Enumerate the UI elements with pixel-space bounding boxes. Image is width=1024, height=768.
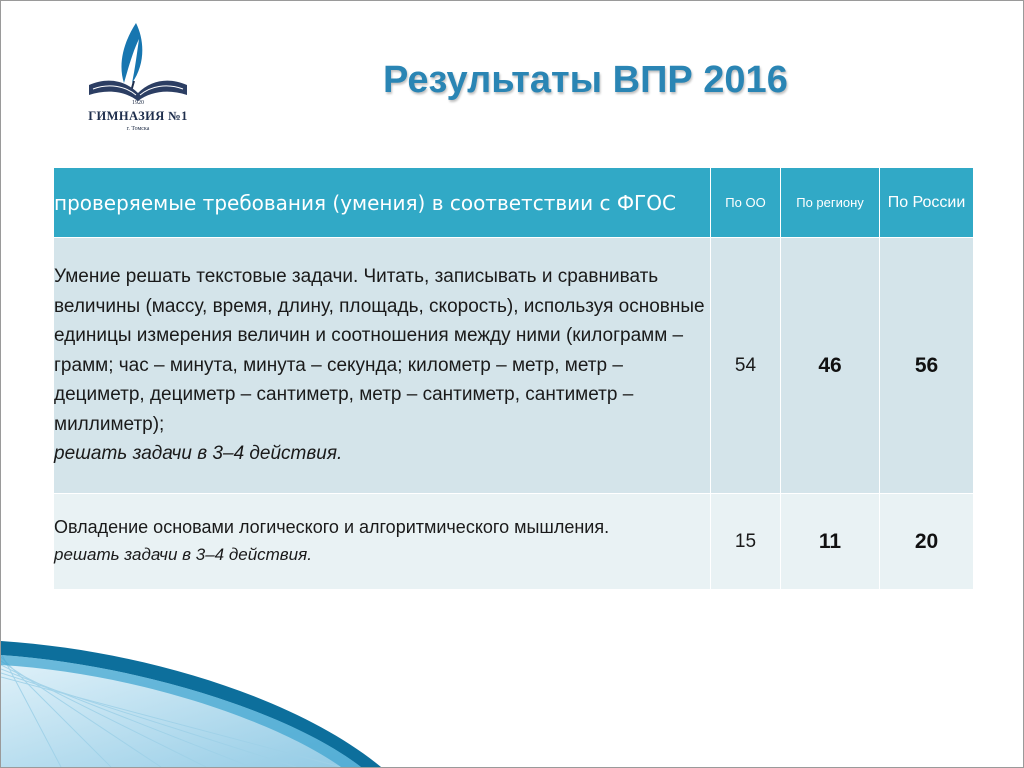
- requirement-note: решать задачи в 3–4 действия.: [54, 545, 312, 564]
- russia-value: 20: [880, 494, 974, 590]
- russia-value: 56: [880, 238, 974, 494]
- logo-school-name: ГИМНАЗИЯ №1: [88, 109, 188, 123]
- school-value: 15: [711, 494, 781, 590]
- header-requirement: проверяемые требования (умения) в соответствии с ФГОС: [54, 168, 711, 238]
- requirement-note: решать задачи в 3–4 действия.: [54, 443, 343, 464]
- logo-year: 1920: [132, 100, 144, 106]
- school-logo: [79, 19, 197, 144]
- results-table: [53, 167, 974, 590]
- header-school: По ОО: [711, 168, 781, 238]
- requirement-cell: [54, 238, 711, 494]
- requirement-text: Овладение основами логического и алгоритмического мышления.: [54, 517, 610, 537]
- school-value: 54: [711, 238, 781, 494]
- region-value: 11: [781, 494, 880, 590]
- table-header-row: [54, 168, 974, 238]
- slide-title: Результаты ВПР 2016: [383, 59, 788, 101]
- logo-city: г. Томска: [126, 126, 150, 132]
- requirement-cell: [54, 494, 711, 590]
- table-row: [54, 494, 974, 590]
- header-region: По региону: [781, 168, 880, 238]
- table-row: [54, 238, 974, 494]
- header-russia: По России: [880, 168, 974, 238]
- region-value: 46: [781, 238, 880, 494]
- requirement-text: Умение решать текстовые задачи. Читать, записывать и сравнивать величины (массу, время, длину, площадь, скорость), используя основные единицы измерения величин и соотношения между ними (килограмм – грамм; час – минута, минута – секунда; километр – метр, метр – дециметр, дециметр – сантиметр, метр – сантиметр, сантиметр – миллиметр);: [54, 266, 705, 435]
